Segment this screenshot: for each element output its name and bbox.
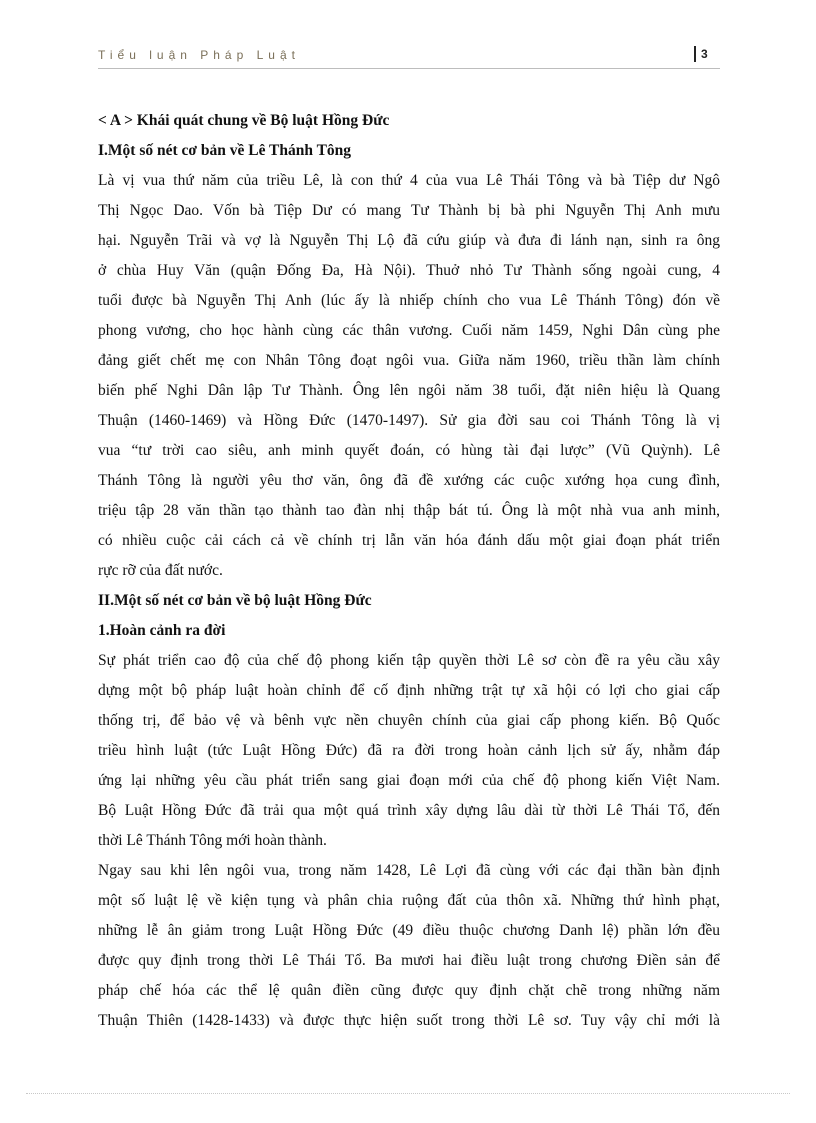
text-line: triều hình luật (tức Luật Hồng Đức) đã ra đời trong hoàn cảnh lịch sử ấy, nhằm đáp	[98, 742, 720, 759]
section-heading: I.Một số nét cơ bản về Lê Thánh Tông	[98, 142, 352, 159]
header-rule	[98, 68, 720, 69]
text-line: đảng giết chết mẹ con Nhân Tông đoạt ngôi vua. Giữa năm 1960, triều thần làm chính	[98, 352, 720, 369]
page-number: 3	[701, 47, 708, 61]
text-line: Thị Ngọc Dao. Vốn bà Tiệp Dư có mang Tư Thành bị bà phi Nguyễn Thị Anh mưu	[98, 202, 720, 219]
text-line: Thánh Tông là người yêu thơ văn, ông đã đề xướng các cuộc xướng họa cung đình,	[98, 472, 720, 489]
text-line: phong vương, cho học hành cùng các thân vương. Cuối năm 1459, Nghi Dân cùng phe	[98, 322, 720, 339]
text-line: thống trị, để bảo vệ và bênh vực nền chuyên chính của giai cấp phong kiến. Bộ Quốc	[98, 712, 720, 729]
text-line: một số luật lệ về kiện tụng và phân chia ruộng đất của thôn xã. Những thứ hình phạt,	[98, 892, 720, 909]
text-line: Thuận (1460-1469) và Hồng Đức (1470-1497). Sử gia đời sau coi Thánh Tông là vị	[98, 412, 720, 429]
text-line: dựng một bộ pháp luật hoàn chỉnh để cố định những trật tự xã hội có lợi cho giai cấp	[98, 682, 720, 699]
document-body	[98, 106, 720, 1036]
text-line: được quy định trong thời Lê Thái Tổ. Ba mươi hai điều luật trong chương Điền sản để	[98, 952, 720, 969]
text-line: triệu tập 28 văn thần tạo thành tao đàn nhị thập bát tú. Ông là một nhà vua anh minh,	[98, 502, 720, 519]
text-line: Ngay sau khi lên ngôi vua, trong năm 1428, Lê Lợi đã cùng với các đại thần bàn định	[98, 862, 720, 879]
text-line: thời Lê Thánh Tông mới hoàn thành.	[98, 832, 327, 849]
text-line: vua “tư trời cao siêu, anh minh quyết đoán, có hùng tài đại lược” (Vũ Quỳnh). Lê	[98, 442, 720, 459]
text-line: Bộ Luật Hồng Đức đã trải qua một quá trình xây dựng lâu dài từ thời Lê Thái Tổ, đến	[98, 802, 720, 819]
footer-rule	[26, 1093, 790, 1094]
text-line: rực rỡ của đất nước.	[98, 562, 223, 579]
section-heading: 1.Hoàn cảnh ra đời	[98, 622, 226, 639]
text-line: những lễ ân giảm trong Luật Hồng Đức (49 điều thuộc chương Danh lệ) phần lớn đều	[98, 922, 720, 939]
text-line: biến phế Nghi Dân lập Tư Thành. Ông lên ngôi năm 38 tuổi, đặt niên hiệu là Quang	[98, 382, 720, 399]
text-line: pháp chế hóa các thể lệ quân điền cũng được quy định chặt chẽ trong những năm	[98, 982, 720, 999]
text-line: hại. Nguyễn Trãi và vợ là Nguyễn Thị Lộ đã cứu giúp và đưa đi lánh nạn, sinh ra ông	[98, 232, 720, 249]
text-line: có nhiều cuộc cải cách cả về chính trị lẫn văn hóa đánh dấu một giai đoạn phát triển	[98, 532, 720, 549]
text-line: Sự phát triển cao độ của chế độ phong kiến tập quyền thời Lê sơ còn đề ra yêu cầu xây	[98, 652, 720, 669]
header-separator	[694, 46, 696, 62]
page-header	[98, 46, 720, 68]
section-heading: II.Một số nét cơ bản về bộ luật Hồng Đức	[98, 592, 372, 609]
text-line: Là vị vua thứ năm của triều Lê, là con thứ 4 của vua Lê Thái Tông và bà Tiệp dư Ngô	[98, 172, 720, 189]
text-line: ứng lại những yêu cầu phát triển sang giai đoạn mới của chế độ phong kiến Việt Nam.	[98, 772, 720, 789]
header-title: Tiểu luận Pháp Luật	[98, 48, 300, 62]
text-line: ở chùa Huy Văn (quận Đống Đa, Hà Nội). Thuở nhỏ Tư Thành sống ngoài cung, 4	[98, 262, 720, 279]
section-heading: < A > Khái quát chung về Bộ luật Hồng Đức	[98, 112, 390, 129]
text-line: tuổi được bà Nguyễn Thị Anh (lúc ấy là nhiếp chính cho vua Lê Thánh Tông) đón về	[98, 292, 720, 309]
text-line: Thuận Thiên (1428-1433) và được thực hiện suốt trong thời Lê sơ. Tuy vậy chỉ mới là	[98, 1012, 720, 1029]
